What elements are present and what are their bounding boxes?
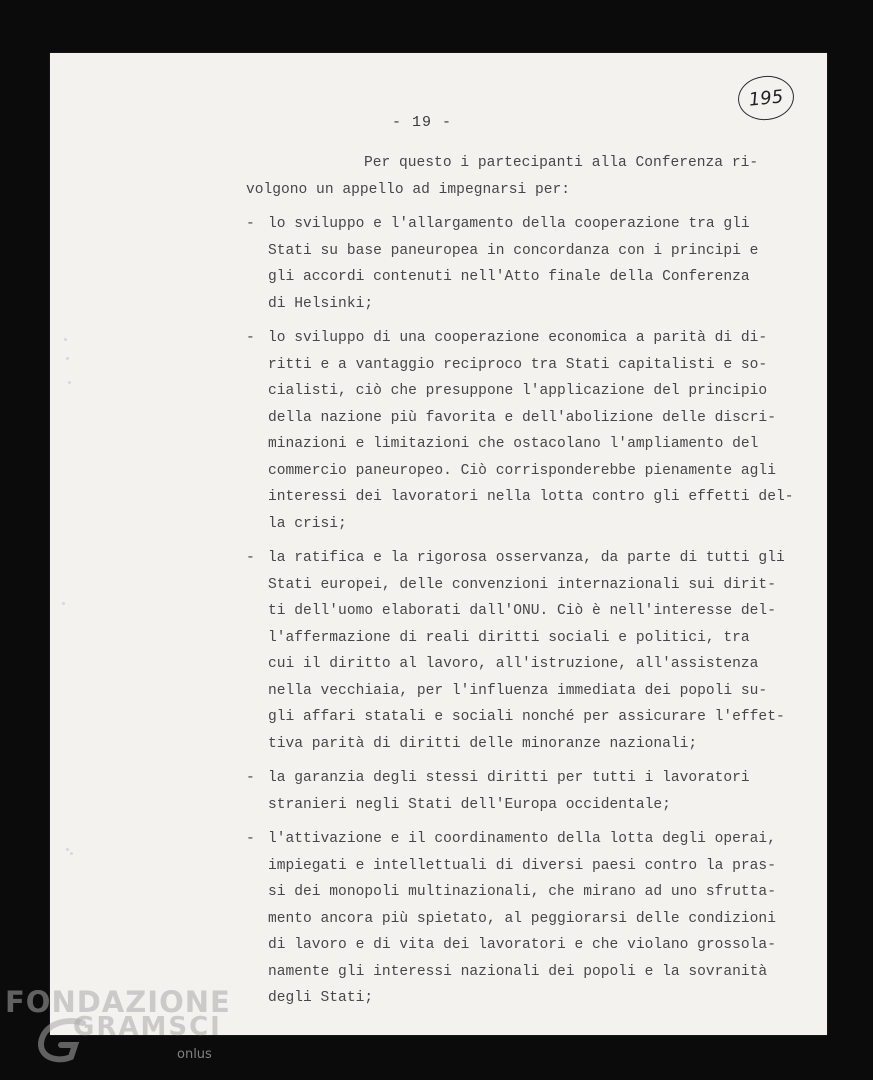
item-line: minazioni e limitazioni che ostacolano l'ampliamento del xyxy=(268,436,759,452)
item-line: l'affermazione di reali diritti sociali e politici, tra xyxy=(268,629,750,646)
watermark-line-2: GRAMSCI xyxy=(73,1012,222,1042)
item-line: di Helsinki; xyxy=(268,295,374,312)
list-dash: - xyxy=(246,831,255,847)
item-line: di lavoro e di vita dei lavoratori e che violano grossola- xyxy=(268,937,776,953)
item-line: Stati su base paneuropea in concordanza con i principi e xyxy=(268,242,759,259)
item-line: commercio paneuropeo. Ciò corrisponderebbe pienamente agli xyxy=(268,462,776,479)
list-dash: - xyxy=(246,550,255,566)
item-line: lo sviluppo e l'allargamento della cooperazione tra gli xyxy=(268,216,750,232)
list-dash: - xyxy=(246,770,255,786)
item-line: mento ancora più spietato, al peggiorarsi delle condizioni xyxy=(268,910,776,927)
item-line: la crisi; xyxy=(268,515,347,532)
item-line: ti dell'uomo elaborati dall'ONU. Ciò è nell'interesse del- xyxy=(268,603,776,619)
item-line: cui il diritto al lavoro, all'istruzione, all'assistenza xyxy=(268,656,759,672)
item-line: impiegati e intellettuali di diversi paesi contro la pras- xyxy=(268,857,776,874)
item-line: l'attivazione e il coordinamento della lotta degli operai, xyxy=(268,831,776,847)
list-dash: - xyxy=(246,330,255,346)
item-line: la ratifica e la rigorosa osservanza, da parte di tutti gli xyxy=(268,550,785,566)
intro-paragraph xyxy=(246,150,826,203)
margin-mark xyxy=(66,848,69,851)
margin-mark xyxy=(66,357,69,360)
item-line: Stati europei, delle convenzioni internazionali sui dirit- xyxy=(268,576,776,593)
margin-mark xyxy=(70,852,73,855)
appeal-list xyxy=(246,211,826,1012)
item-line: ritti e a vantaggio reciproco tra Stati capitalisti e so- xyxy=(268,356,768,373)
item-line: lo sviluppo di una cooperazione economica a parità di di- xyxy=(268,330,768,346)
item-line: stranieri negli Stati dell'Europa occidentale; xyxy=(268,796,671,813)
item-line: tiva parità di diritti delle minoranze nazionali; xyxy=(268,735,698,752)
item-line: si dei monopoli multinazionali, che mirano ad uno sfrutta- xyxy=(268,884,776,900)
margin-mark xyxy=(64,338,67,341)
archive-number-stamp: 195 xyxy=(736,73,796,123)
appeal-item xyxy=(246,545,826,757)
appeal-item xyxy=(246,325,826,537)
margin-mark xyxy=(62,602,65,605)
item-line: degli Stati; xyxy=(268,990,374,1006)
watermark-line-3: onlus xyxy=(177,1047,212,1062)
list-dash: - xyxy=(246,216,255,232)
item-line: nella vecchiaia, per l'influenza immediata dei popoli su- xyxy=(268,682,768,699)
item-line: gli affari statali e sociali nonché per assicurare l'effet- xyxy=(268,709,785,725)
item-line: namente gli interessi nazionali dei popoli e la sovranità xyxy=(268,963,768,980)
appeal-item xyxy=(246,826,826,1012)
document-body xyxy=(246,150,826,1020)
intro-line: volgono un appello ad impegnarsi per: xyxy=(246,181,571,198)
watermark-line-1: FONDAZIONE xyxy=(5,985,231,1019)
margin-mark xyxy=(68,381,71,384)
appeal-item xyxy=(246,211,826,317)
fondazione-gramsci-watermark xyxy=(5,985,231,1075)
item-line: gli accordi contenuti nell'Atto finale della Conferenza xyxy=(268,269,750,285)
item-line: la garanzia degli stessi diritti per tutti i lavoratori xyxy=(268,770,750,786)
item-line: della nazione più favorita e dell'abolizione delle discri- xyxy=(268,409,776,426)
appeal-item xyxy=(246,765,826,818)
item-line: interessi dei lavoratori nella lotta contro gli effetti del- xyxy=(268,489,794,505)
intro-line: Per questo i partecipanti alla Conferenza ri- xyxy=(364,155,759,171)
item-line: cialisti, ciò che presuppone l'applicazione del principio xyxy=(268,383,768,399)
page-number: - 19 - xyxy=(392,114,453,131)
